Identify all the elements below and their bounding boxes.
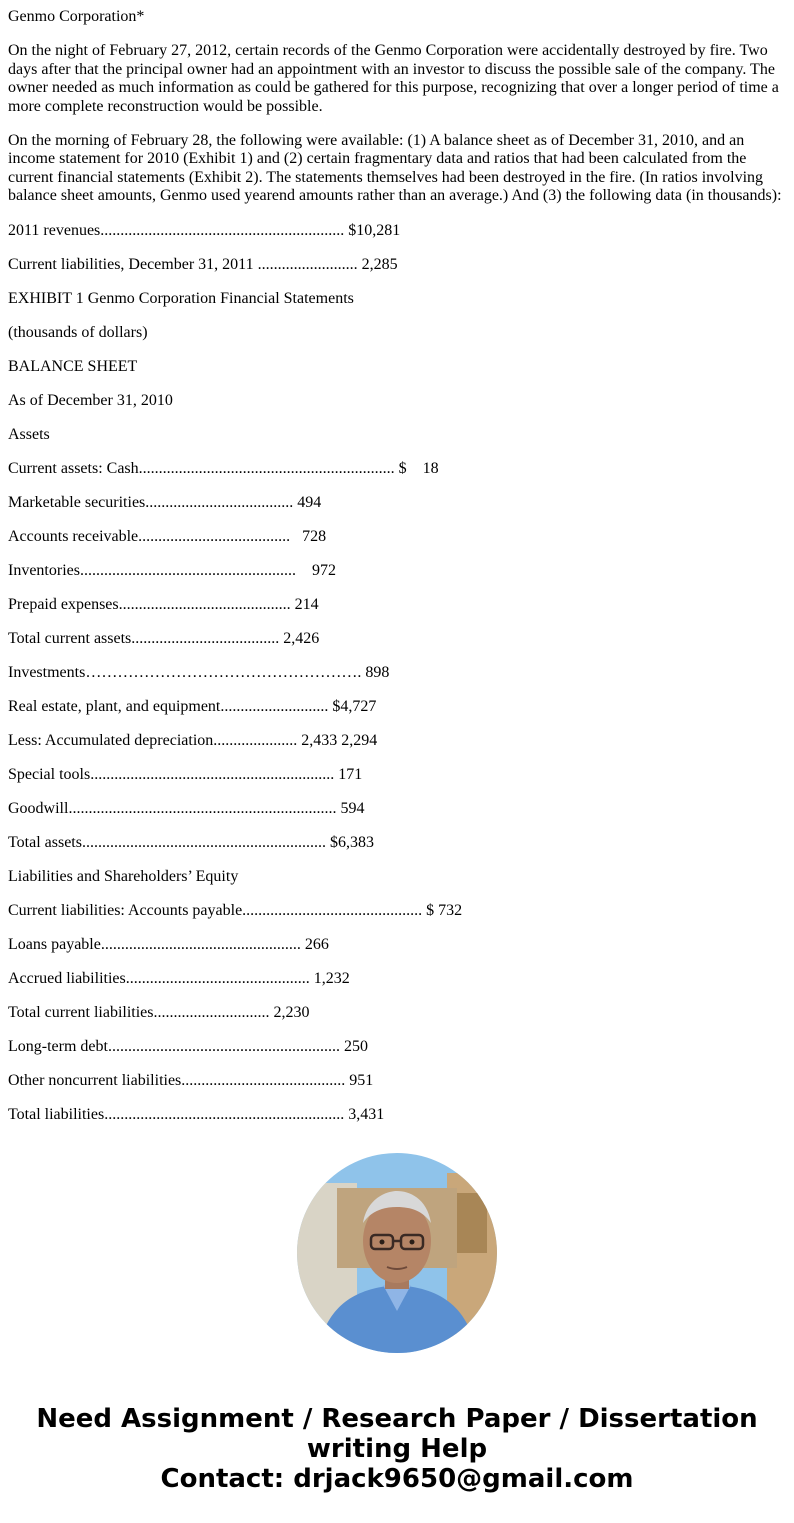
accounts-payable-line: Current liabilities: Accounts payable............................................. $ 732 <box>8 901 463 919</box>
real-estate-line: Real estate, plant, and equipment........................... $4,727 <box>8 697 377 715</box>
total-current-assets-line: Total current assets..................................... 2,426 <box>8 629 320 647</box>
current-liabilities-2011-line: Current liabilities, December 31, 2011 ......................... 2,285 <box>8 255 398 273</box>
total-assets-line: Total assets............................................................. $6,383 <box>8 833 374 851</box>
accrued-liabilities-line: Accrued liabilities.............................................. 1,232 <box>8 969 350 987</box>
balance-sheet-date: As of December 31, 2010 <box>8 391 173 409</box>
cash-line: Current assets: Cash................................................................ $ 18 <box>8 459 439 477</box>
special-tools-line: Special tools............................................................. 171 <box>8 765 363 783</box>
other-noncurrent-liabilities-line: Other noncurrent liabilities......................................... 951 <box>8 1071 374 1089</box>
total-current-liabilities-line: Total current liabilities............................. 2,230 <box>8 1003 310 1021</box>
long-term-debt-line: Long-term debt.......................................................... 250 <box>8 1037 368 1055</box>
units-note: (thousands of dollars) <box>8 323 148 341</box>
total-liabilities-line: Total liabilities............................................................ 3,431 <box>8 1105 385 1123</box>
accounts-receivable-line: Accounts receivable...................................... 728 <box>8 527 327 545</box>
marketable-securities-line: Marketable securities..................................... 494 <box>8 493 322 511</box>
promo-line-2: writing Help <box>306 1434 488 1464</box>
assets-heading: Assets <box>8 425 50 443</box>
promo-line-1: Need Assignment / Research Paper / Dissertation <box>36 1404 758 1434</box>
loans-payable-line: Loans payable.................................................. 266 <box>8 935 329 953</box>
document-body <box>8 8 786 1140</box>
available-data-paragraph: On the morning of February 28, the following were available: (1) A balance sheet as of December 31, 2010, and an income statement for 2010 (Exhibit 1) and (2) certain fragmentary data and ratios that had been calculated from the current financial statements (Exhibit 2). The statements themselves had been destroyed in the fire. (In ratios involving balance sheet amounts, Genmo used yearend amounts rather than an average.) And (3) the following data (in thousands): <box>8 132 782 205</box>
inventories-line: Inventories...................................................... 972 <box>8 561 336 579</box>
promo-contact: Contact: drjack9650@gmail.com <box>160 1464 634 1494</box>
liabilities-equity-heading: Liabilities and Shareholders’ Equity <box>8 867 239 885</box>
revenues-line: 2011 revenues............................................................. $10,281 <box>8 221 401 239</box>
accumulated-depreciation-line: Less: Accumulated depreciation..................... 2,433 2,294 <box>8 731 378 749</box>
document-title: Genmo Corporation* <box>8 8 145 25</box>
prepaid-expenses-line: Prepaid expenses........................................... 214 <box>8 595 319 613</box>
promo-banner <box>0 1404 794 1494</box>
exhibit-heading: EXHIBIT 1 Genmo Corporation Financial Statements <box>8 289 354 307</box>
investments-line: Investments……………………………………………. 898 <box>8 663 390 681</box>
intro-paragraph: On the night of February 27, 2012, certain records of the Genmo Corporation were accidentally destroyed by fire. Two days after that the principal owner had an appointment with an investor to discuss the possible sale of the company. The owner needed as much information as could be gathered for this purpose, recognizing that over a longer period of time a more complete reconstruction would be possible. <box>8 42 779 115</box>
person-photo-icon <box>297 1153 497 1353</box>
goodwill-line: Goodwill................................................................... 594 <box>8 799 365 817</box>
balance-sheet-heading: BALANCE SHEET <box>8 357 138 375</box>
